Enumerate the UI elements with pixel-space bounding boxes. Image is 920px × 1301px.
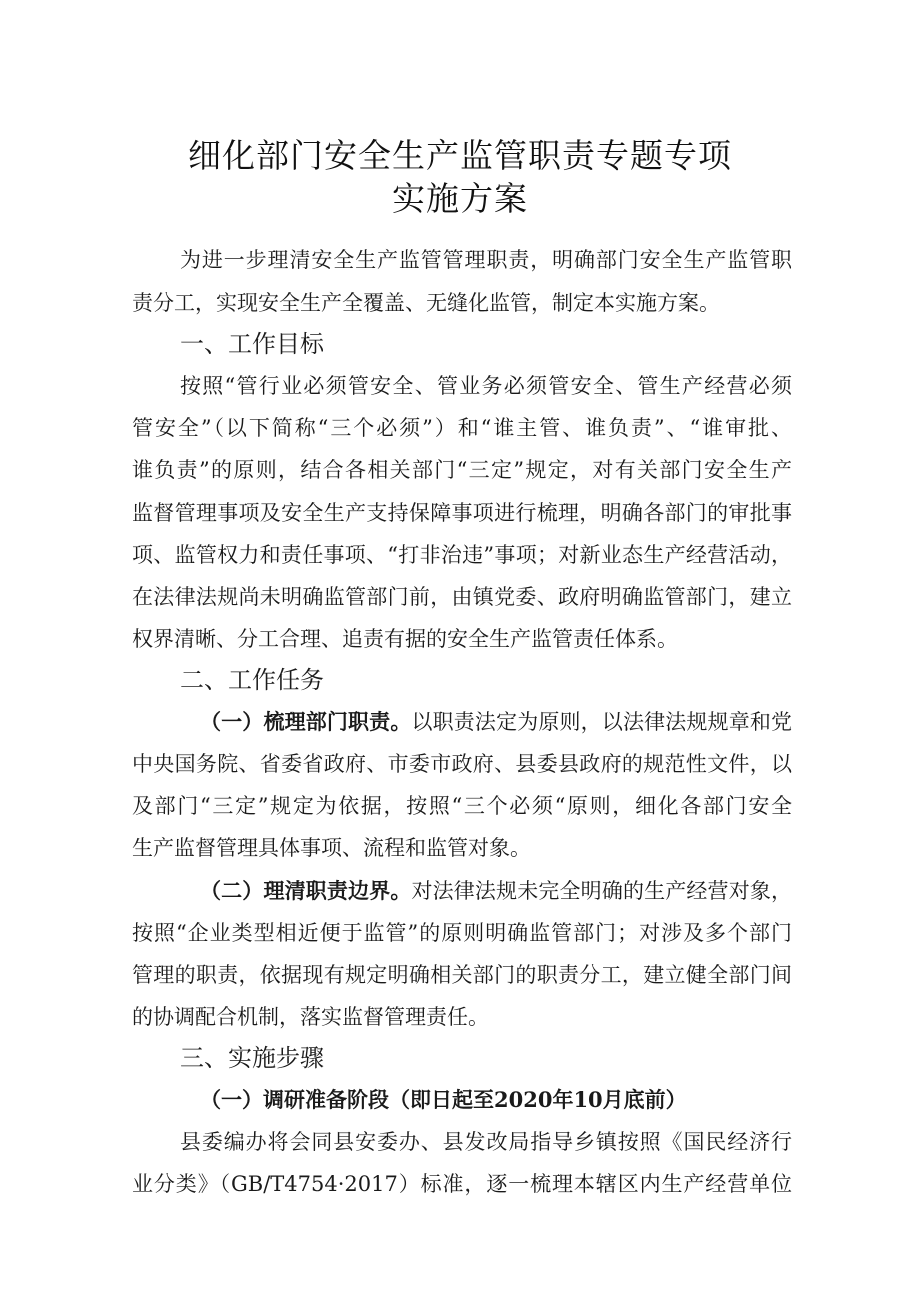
item-label: （二）理清职责边界。 [200, 878, 412, 903]
paragraph-line [200, 707, 792, 737]
paragraph-line: 监督管理事项及安全生产支持保障事项进行梳理，明确各部门的审批事 [132, 501, 792, 525]
paragraph-line: 及部门“三定”规定为依据，按照“三个必须“原则，细化各部门安全 [132, 794, 792, 818]
section-heading: 二、工作任务 [180, 666, 324, 694]
paragraph-line: 权界清晰、分工合理、追责有据的安全生产监管责任体系。 [132, 627, 678, 651]
paragraph-line: 管理的职责，依据现有规定明确相关部门的职责分工，建立健全部门间 [132, 963, 792, 987]
paragraph-line: 项、监管权力和责任事项、“打非治违”事项；对新业态生产经营活动， [132, 543, 792, 567]
paragraph-line: 中央国务院、省委省政府、市委市政府、县委县政府的规范性文件，以 [132, 752, 792, 776]
paragraph-line: 的协调配合机制，落实监督管理责任。 [132, 1005, 489, 1029]
section-heading: 三、实施步骤 [180, 1044, 324, 1072]
paragraph-line: 在法律法规尚未明确监管部门前，由镇党委、政府明确监管部门，建立 [132, 585, 792, 609]
paragraph-line: 县委编办将会同县安委办、县发改局指导乡镇按照《国民经济行 [180, 1130, 792, 1154]
paragraph-line: 管安全”（以下简称“三个必须”）和“谁主管、谁负责”、“谁审批、 [132, 416, 792, 440]
intro-line: 为进一步理清安全生产监管管理职责，明确部门安全生产监管职 [180, 248, 792, 272]
document-title-line1: 细化部门安全生产监管职责专题专项 [188, 136, 732, 175]
document-title-line2: 实施方案 [392, 179, 528, 218]
item-label: （一）梳理部门职责。 [200, 709, 412, 734]
section-heading: 一、工作目标 [180, 330, 324, 358]
subsection-heading: （一）调研准备阶段（即日起至2020年10月底前） [200, 1087, 687, 1112]
paragraph-line: 按照“管行业必须管安全、管业务必须管安全、管生产经营必须 [180, 374, 792, 398]
intro-line: 责分工，实现安全生产全覆盖、无缝化监管，制定本实施方案。 [132, 291, 720, 315]
item-text: 对法律法规未完全明确的生产经营对象， [411, 879, 793, 903]
paragraph-line: 谁负责”的原则，结合各相关部门“三定”规定，对有关部门安全生产 [132, 458, 792, 482]
item-text: 以职责法定为原则，以法律法规规章和党 [411, 710, 793, 734]
paragraph-line: 按照“企业类型相近便于监管”的原则明确监管部门；对涉及多个部门 [132, 921, 792, 945]
paragraph-line: 业分类》（GB/T4754·2017）标准，逐一梳理本辖区内生产经营单位 [132, 1172, 792, 1196]
paragraph-line: 生产监督管理具体事项、流程和监管对象。 [132, 836, 531, 860]
paragraph-line [200, 876, 792, 906]
